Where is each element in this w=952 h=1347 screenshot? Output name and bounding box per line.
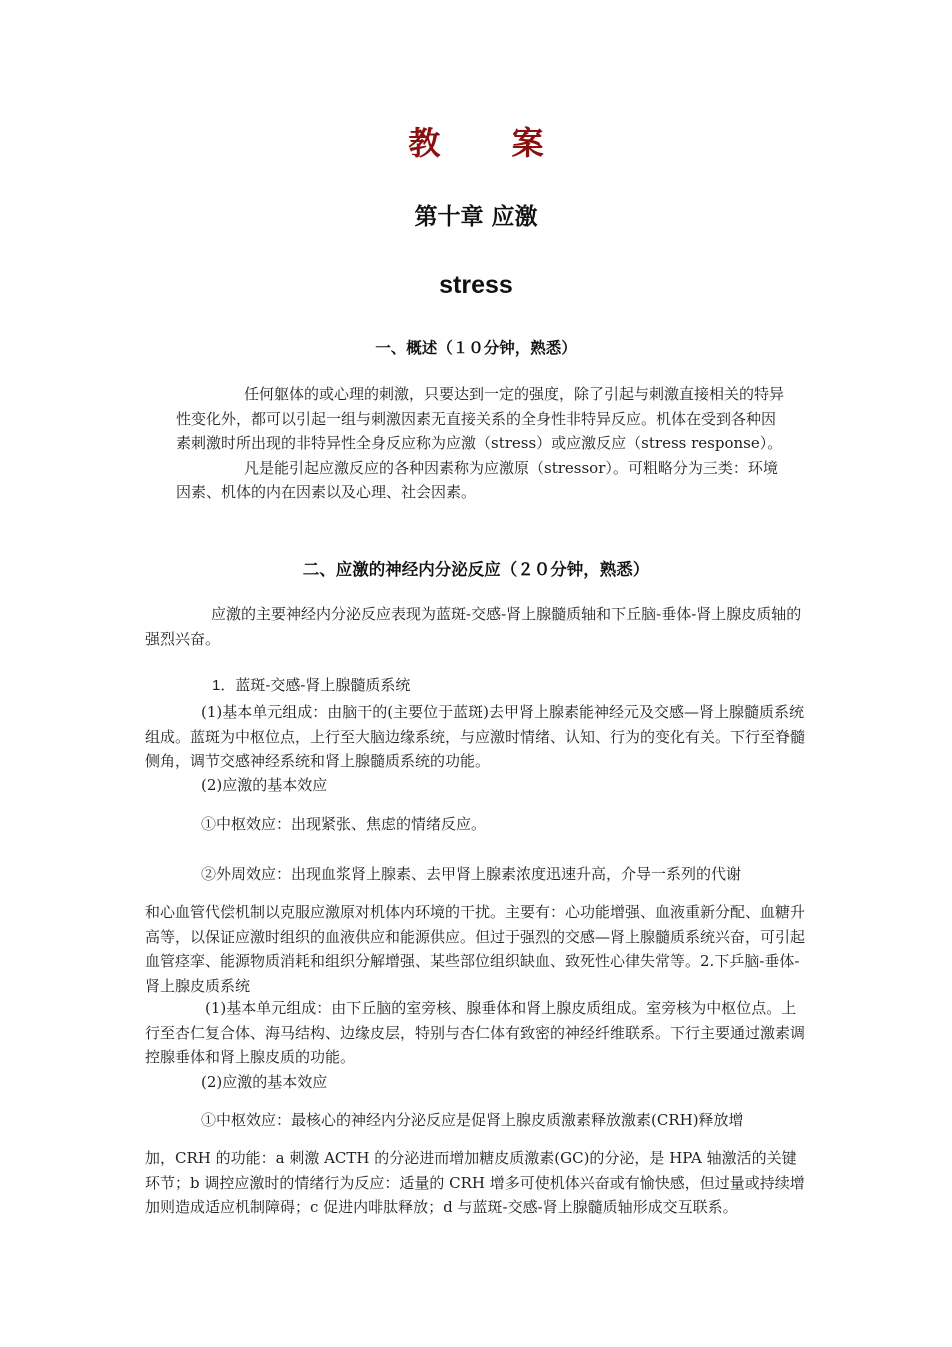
item1-effect-heading: (2)应激的基本效应	[201, 776, 328, 794]
item1-peripheral-effect-line: ②外周效应：出现血浆肾上腺素、去甲肾上腺素浓度迅速升高，介导一系列的代谢	[201, 865, 742, 883]
chapter-subtitle: stress	[439, 271, 513, 299]
overview-paragraph-1: 任何躯体的或心理的刺激，只要达到一定的强度，除了引起与刺激直接相关的特异性变化外，都可以引起一组与刺激因素无直接关系的全身性非特异反应。机体在受到各种因素刺激时所出现的非特异性全身反应称为应激（stress）或应激反应（stress response）。	[176, 385, 785, 452]
overview-text-block	[176, 382, 788, 505]
overview-paragraph-2: 凡是能引起应激反应的各种因素称为应激原（stressor）。可粗略分为三类：环境因素、机体的内在因素以及心理、社会因素。	[176, 458, 778, 501]
item1-unit-paragraph: (1)基本单元组成：由脑干的(主要位于蓝斑)去甲肾上腺素能神经元及交感—肾上腺髓质系统组成。蓝斑为中枢位点，上行至大脑边缘系统，与应激时情绪、认知、行为的变化有关。下行至脊髓侧角，调节交感神经系统和肾上腺髓质系统的功能。	[145, 703, 806, 770]
item1-peripheral-effect-continued: 和心血管代偿机制以克服应激原对机体内环境的干扰。主要有：心功能增强、血液重新分配、血糖升高等，以保证应激时组织的血液供应和能源供应。但过于强烈的交感—肾上腺髓质系统兴奋，可引起血管痉挛、能源物质消耗和组织分解增强、某些部位组织缺血、致死性心律失常等。2.下乒脑-垂体-肾上腺皮质系统	[145, 903, 806, 995]
item2-central-effect-continued: 加，CRH 的功能：a 刺激 ACTH 的分泌进而增加糖皮质激素(GC)的分泌，是 HPA 轴激活的关键环节；b 调控应激时的情绪行为反应：适量的 CRH 增多可使机体兴奋或有愉快感，但过量或持续增加则造成适应机制障碍；c 促进内啡肽释放；d 与蓝斑-交感-肾上腺髓质轴形成交互联系。	[145, 1149, 805, 1216]
item2-effect-heading: (2)应激的基本效应	[201, 1073, 328, 1091]
section-heading-overview: 一、概述（１０分钟，熟悉）	[375, 338, 577, 357]
item2-central-effect-line: ①中枢效应：最核心的神经内分泌反应是促肾上腺皮质激素释放激素(CRH)释放增	[201, 1111, 744, 1129]
item1-title: 1．蓝斑-交感-肾上腺髓质系统	[212, 677, 411, 694]
neuro-intro-paragraph: 应激的主要神经内分泌反应表现为蓝斑-交感-肾上腺髓质轴和下丘脑-垂体-肾上腺皮质轴的强烈兴奋。	[145, 605, 802, 648]
chapter-heading: 第十章 应激	[414, 203, 538, 230]
document-title: 教 案	[408, 124, 574, 162]
item2-unit-paragraph: (1)基本单元组成：由下丘脑的室旁核、腺垂体和肾上腺皮质组成。室旁核为中枢位点。上行至杏仁复合体、海马结构、边缘皮层，特别与杏仁体有致密的神经纤维联系。下行主要通过激素调控腺垂体和肾上腺皮质的功能。	[145, 999, 806, 1066]
section-heading-neuroendocrine: 二、应激的神经内分泌反应（２０分钟，熟悉）	[302, 560, 650, 579]
item1-central-effect: ①中枢效应：出现紧张、焦虑的情绪反应。	[201, 815, 487, 833]
